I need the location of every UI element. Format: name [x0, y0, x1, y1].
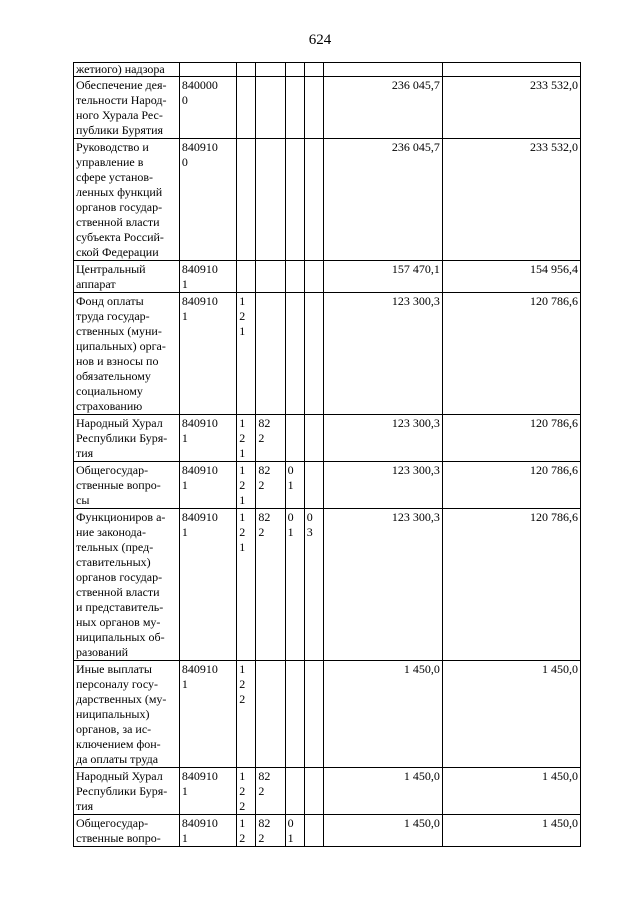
row-amount-year1-cell: 123 300,3	[323, 462, 442, 509]
row-name-cell: жетиого) надзора	[74, 63, 180, 77]
row-code-cell: 840910 1	[179, 661, 236, 768]
row-department-cell: 82 2	[256, 462, 285, 509]
row-type-cell: 1 2 2	[237, 661, 256, 768]
row-code-cell: 840910 1	[179, 261, 236, 293]
row-type-cell: 1 2 1	[237, 415, 256, 462]
row-name-cell: Фонд оплаты труда государ- ственных (муни- ципальных) орга- нов и взносы по обязательному социальному страхованию	[74, 293, 180, 415]
row-subsection-cell	[304, 815, 323, 847]
row-name-cell: Общегосудар- ственные вопро- сы	[74, 462, 180, 509]
row-name-cell: Народный Хурал Республики Буря- тия	[74, 415, 180, 462]
row-amount-year1-cell: 123 300,3	[323, 293, 442, 415]
row-amount-year2-cell: 154 956,4	[442, 261, 580, 293]
row-section-cell	[285, 768, 304, 815]
table-row	[74, 261, 581, 293]
row-amount-year2-cell: 1 450,0	[442, 815, 580, 847]
row-code-cell: 840910 0	[179, 139, 236, 261]
table-row	[74, 661, 581, 768]
table-row	[74, 293, 581, 415]
row-department-cell: 82 2	[256, 768, 285, 815]
table-row	[74, 509, 581, 661]
row-code-cell: 840910 1	[179, 462, 236, 509]
row-department-cell	[256, 661, 285, 768]
table-row	[74, 139, 581, 261]
row-subsection-cell	[304, 293, 323, 415]
row-amount-year2-cell: 233 532,0	[442, 77, 580, 139]
row-amount-year1-cell: 123 300,3	[323, 415, 442, 462]
row-subsection-cell	[304, 139, 323, 261]
row-section-cell	[285, 661, 304, 768]
row-section-cell	[285, 293, 304, 415]
row-subsection-cell	[304, 768, 323, 815]
table-row	[74, 462, 581, 509]
row-code-cell: 840910 1	[179, 768, 236, 815]
row-name-cell: Общегосудар- ственные вопро-	[74, 815, 180, 847]
row-name-cell: Обеспечение дея- тельности Народ- ного Хурала Рес- публики Бурятия	[74, 77, 180, 139]
row-amount-year1-cell	[323, 63, 442, 77]
row-section-cell: 0 1	[285, 462, 304, 509]
row-subsection-cell	[304, 261, 323, 293]
row-code-cell: 840910 1	[179, 815, 236, 847]
table-row	[74, 415, 581, 462]
row-type-cell: 1 2 1	[237, 462, 256, 509]
row-amount-year1-cell: 236 045,7	[323, 139, 442, 261]
row-code-cell	[179, 63, 236, 77]
row-section-cell	[285, 415, 304, 462]
row-type-cell	[237, 261, 256, 293]
row-subsection-cell	[304, 63, 323, 77]
row-amount-year2-cell: 120 786,6	[442, 509, 580, 661]
table-row	[74, 768, 581, 815]
row-subsection-cell	[304, 415, 323, 462]
budget-table-body	[74, 63, 581, 847]
row-department-cell	[256, 261, 285, 293]
row-amount-year2-cell: 1 450,0	[442, 661, 580, 768]
row-amount-year2-cell: 120 786,6	[442, 415, 580, 462]
row-type-cell: 1 2 1	[237, 293, 256, 415]
page-number: 624	[308, 32, 332, 48]
row-type-cell	[237, 139, 256, 261]
row-department-cell: 82 2	[256, 509, 285, 661]
row-type-cell	[237, 77, 256, 139]
row-amount-year1-cell: 1 450,0	[323, 815, 442, 847]
row-amount-year1-cell: 236 045,7	[323, 77, 442, 139]
row-amount-year1-cell: 1 450,0	[323, 661, 442, 768]
budget-table	[73, 62, 581, 847]
row-type-cell	[237, 63, 256, 77]
row-amount-year1-cell: 1 450,0	[323, 768, 442, 815]
row-amount-year2-cell: 120 786,6	[442, 462, 580, 509]
row-name-cell: Центральный аппарат	[74, 261, 180, 293]
row-subsection-cell	[304, 77, 323, 139]
row-department-cell	[256, 77, 285, 139]
row-department-cell	[256, 293, 285, 415]
row-section-cell	[285, 139, 304, 261]
row-type-cell: 1 2 1	[237, 509, 256, 661]
row-section-cell: 0 1	[285, 509, 304, 661]
row-section-cell: 0 1	[285, 815, 304, 847]
row-code-cell: 840910 1	[179, 293, 236, 415]
row-department-cell: 82 2	[256, 415, 285, 462]
row-amount-year2-cell	[442, 63, 580, 77]
row-amount-year2-cell: 1 450,0	[442, 768, 580, 815]
row-subsection-cell	[304, 462, 323, 509]
row-amount-year2-cell: 233 532,0	[442, 139, 580, 261]
row-name-cell: Народный Хурал Республики Буря- тия	[74, 768, 180, 815]
row-subsection-cell	[304, 661, 323, 768]
row-amount-year2-cell: 120 786,6	[442, 293, 580, 415]
row-code-cell: 840910 1	[179, 415, 236, 462]
row-section-cell	[285, 261, 304, 293]
row-department-cell	[256, 139, 285, 261]
row-amount-year1-cell: 157 470,1	[323, 261, 442, 293]
row-amount-year1-cell: 123 300,3	[323, 509, 442, 661]
row-department-cell	[256, 63, 285, 77]
row-section-cell	[285, 63, 304, 77]
table-row	[74, 77, 581, 139]
row-name-cell: Руководство и управление в сфере установ- ленных функций органов государ- ственной власти субъекта Россий- ской Федерации	[74, 139, 180, 261]
row-subsection-cell: 0 3	[304, 509, 323, 661]
row-section-cell	[285, 77, 304, 139]
row-type-cell: 1 2	[237, 815, 256, 847]
row-name-cell: Функциониров а- ние законода- тельных (пред- ставительных) органов государ- ственной власти и представитель- ных органов му- ниципальных об- разований	[74, 509, 180, 661]
row-name-cell: Иные выплаты персоналу госу- дарственных (му- ниципальных) органов, за ис- ключением фон- да оплаты труда	[74, 661, 180, 768]
row-code-cell: 840910 1	[179, 509, 236, 661]
row-department-cell: 82 2	[256, 815, 285, 847]
table-row	[74, 815, 581, 847]
row-type-cell: 1 2 2	[237, 768, 256, 815]
row-code-cell: 840000 0	[179, 77, 236, 139]
table-row	[74, 63, 581, 77]
